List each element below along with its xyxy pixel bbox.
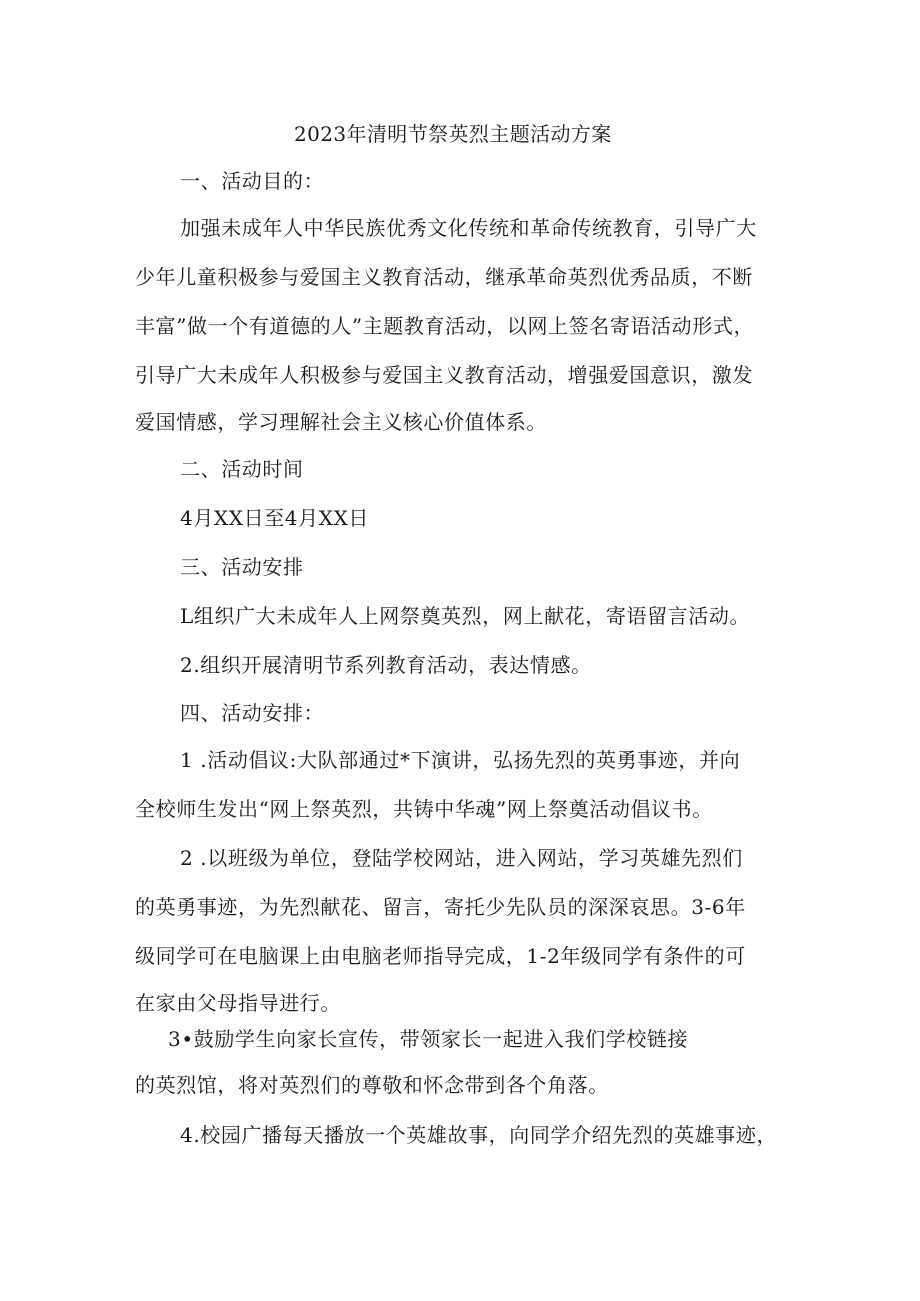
paragraph-line: 引导广大未成年人积极参与爱国主义教育活动，增强爱国意识，激发 <box>135 363 753 387</box>
list-item: 2.组织开展清明节系列教育活动，表达情感。 <box>180 653 592 677</box>
paragraph-line: 少年儿童积极参与爱国主义教育活动，继承革命英烈优秀品质，不断 <box>135 265 753 289</box>
paragraph-line: 2 .以班级为单位，登陆学校网站，进入网站，学习英雄先烈们 <box>180 846 743 870</box>
paragraph-line: 的英勇事迹，为先烈献花、留言，寄托少先队员的深深哀思。3-6年 <box>135 895 746 919</box>
paragraph-line: 级同学可在电脑课上由电脑老师指导完成，1-2年级同学有条件的可 <box>135 944 746 968</box>
paragraph-line: 3•鼓励学生向家长宣传，带领家长一起进入我们学校链接 <box>168 1027 689 1051</box>
section-heading-arrangement: 三、活动安排 <box>180 555 304 579</box>
paragraph-line: 丰富”做一个有道德的人”主题教育活动，以网上签名寄语活动形式， <box>135 314 755 338</box>
section-heading-time: 二、活动时间 <box>180 457 304 481</box>
activity-date-range: 4月XX日至4月XX日 <box>180 506 370 530</box>
section-heading-purpose: 一、活动目的： <box>180 169 325 193</box>
paragraph-line: 全校师生发出“网上祭英烈，共铸中华魂”网上祭奠活动倡议书。 <box>135 797 713 821</box>
section-heading-arrangement-2: 四、活动安排： <box>180 701 325 725</box>
paragraph-line: 1 .活动倡议:大队部通过*下演讲，弘扬先烈的英勇事迹，并向 <box>180 748 741 772</box>
document-title: 2023年清明节祭英烈主题活动方案 <box>294 122 612 146</box>
paragraph-line: 在家由父母指导进行。 <box>135 991 341 1015</box>
paragraph-line: 4.校园广播每天播放一个英雄故事，向同学介绍先烈的英雄事迹， <box>180 1123 778 1147</box>
paragraph-line: 的英烈馆，将对英烈们的尊敬和怀念带到各个角落。 <box>135 1073 609 1097</box>
paragraph-line: 爱国情感，学习理解社会主义核心价值体系。 <box>135 410 547 434</box>
paragraph-line: 加强未成年人中华民族优秀文化传统和革命传统教育，引导广大 <box>180 216 757 240</box>
list-item: L组织广大未成年人上网祭奠英烈，网上献花，寄语留言活动。 <box>180 604 751 628</box>
